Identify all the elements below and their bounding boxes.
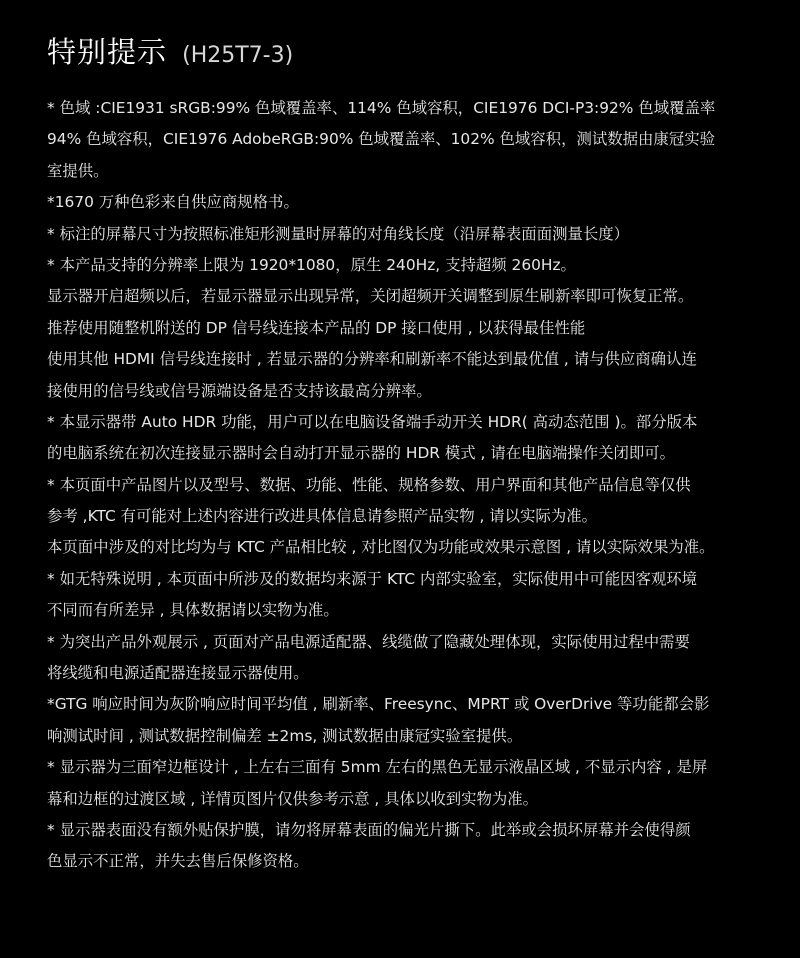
- notice-line: * 本页面中产品图片以及型号、数据、功能、性能、规格参数、用户界面和其他产品信息等仅供: [47, 475, 691, 494]
- notice-line: 显示器开启超频以后，若显示器显示出现异常，关闭超频开关调整到原生刷新率即可恢复正常。: [47, 287, 694, 306]
- notice-line: 推荐使用随整机附送的 DP 信号线连接本产品的 DP 接口使用 , 以获得最佳性能: [47, 318, 586, 337]
- title-main: 特别提示: [47, 35, 168, 69]
- notice-line: * 标注的屏幕尺寸为按照标准矩形测量时屏幕的对角线长度（沿屏幕表面面测量长度）: [47, 224, 630, 243]
- notice-line: * 显示器为三面窄边框设计 , 上左右三面有 5mm 左右的黑色无显示液晶区域 , 不显示内容 , 是屏: [47, 758, 708, 777]
- notice-line: 的电脑系统在初次连接显示器时会自动打开显示器的 HDR 模式 , 请在电脑端操作关闭即可。: [47, 444, 676, 463]
- page-title: [47, 30, 293, 71]
- notice-line: * 如无特殊说明 , 本页面中所涉及的数据均来源于 KTC 内部实验室，实际使用中可能因客观环境: [47, 569, 698, 588]
- notice-line: 将线缆和电源适配器连接显示器使用。: [47, 664, 309, 683]
- title-model-code: (H25T7-3): [182, 43, 294, 68]
- notice-line: * 色域 :CIE1931 sRGB:99% 色域覆盖率、114% 色域容积，CIE1976 DCI-P3:92% 色域覆盖率: [47, 99, 716, 117]
- notice-line: 响测试时间 , 测试数据控制偏差 ±2ms, 测试数据由康冠实验室提供。: [47, 726, 523, 745]
- notice-line: 色显示不正常，并失去售后保修资格。: [47, 852, 309, 871]
- notice-line: 不同而有所差异 , 具体数据请以实物为准。: [47, 601, 339, 620]
- notice-line: 94% 色域容积，CIE1976 AdobeRGB:90% 色域覆盖率、102% 色域容积，测试数据由康冠实验: [47, 130, 715, 149]
- notice-line: * 显示器表面没有额外贴保护膜，请勿将屏幕表面的偏光片撕下。此举或会损坏屏幕并会使得颜: [47, 820, 691, 839]
- notice-line: * 本显示器带 Auto HDR 功能，用户可以在电脑设备端手动开关 HDR( 高动态范围 )。部分版本: [47, 412, 698, 431]
- notice-list: [47, 93, 767, 878]
- notice-line: 接使用的信号线或信号源端设备是否支持该最高分辨率。: [47, 381, 432, 400]
- notice-line: 本页面中涉及的对比均为与 KTC 产品相比较 , 对比图仅为功能或效果示意图 , 请以实际效果为准。: [47, 538, 715, 557]
- notice-line: *1670 万种色彩来自供应商规格书。: [47, 193, 299, 212]
- notice-line: 室提供。: [47, 161, 109, 180]
- notice-line: 幕和边框的过渡区域 , 详情页图片仅供参考示意 , 具体以收到实物为准。: [47, 789, 539, 808]
- notice-line: 使用其他 HDMI 信号线连接时 , 若显示器的分辨率和刷新率不能达到最优值 , 请与供应商确认连: [47, 350, 697, 369]
- notice-line: * 为突出产品外观展示 , 页面对产品电源适配器、线缆做了隐藏处理体现，实际使用过程中需要: [47, 632, 690, 651]
- notice-line: *GTG 响应时间为灰阶响应时间平均值 , 刷新率、Freesync、MPRT 或 OverDrive 等功能都会影: [47, 695, 710, 714]
- notice-line: * 本产品支持的分辨率上限为 1920*1080，原生 240Hz, 支持超频 260Hz。: [47, 255, 576, 274]
- notice-line: 参考 ,KTC 有可能对上述内容进行改进具体信息请参照产品实物 , 请以实际为准。: [47, 507, 597, 526]
